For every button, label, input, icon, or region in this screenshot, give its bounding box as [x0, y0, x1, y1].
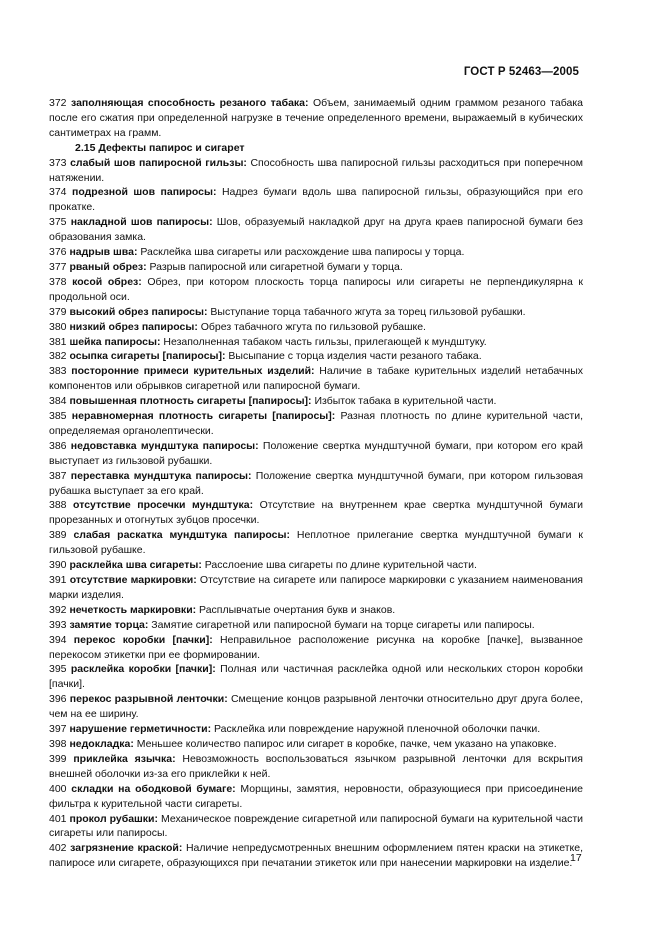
- term-entry: [49, 722, 583, 737]
- term-number: 391: [49, 574, 67, 586]
- term-definition: Механическое повреждение сигаретной или папиросной бумаги на курительной части сигареты или папиросы.: [49, 812, 583, 840]
- term-definition: Неплотное прилегание свертка мундштучной бумаги к гильзовой рубашке.: [49, 529, 583, 557]
- term-entry: [49, 96, 583, 141]
- term-definition: Расплывчатые очертания букв и знаков.: [196, 603, 396, 616]
- term-definition: Отсутствие на сигарете или папиросе маркировки с указанием наименования марки изделия.: [49, 574, 583, 601]
- page-number: 17: [570, 852, 582, 864]
- term-number: 383: [49, 365, 67, 378]
- term-definition: Морщины, замятия, неровности, образующиеся при присоединение фильтра к курительной части сигареты.: [49, 782, 583, 810]
- term-definition: Неправильное расположение рисунка на коробке [пачке], вызванное перекосом этикетки при ее формировании.: [49, 633, 583, 661]
- term-name: косой обрез:: [72, 275, 142, 288]
- term-definition: Положение свертка мундштучной бумаги, при котором гильзовая рубашка выступает за его край.: [49, 469, 584, 497]
- term-entry: [49, 692, 583, 722]
- term-name: слабая раскатка мундштука папиросы:: [73, 529, 290, 542]
- term-name: замятие торца:: [69, 618, 149, 631]
- term-entry: [49, 603, 583, 618]
- term-definition: Замятие сигаретной или папиросной бумаги на торце сигареты или папиросы.: [148, 618, 535, 631]
- term-definition: Расклейка или повреждение наружной пленочной оболочки пачки.: [211, 723, 541, 736]
- term-number: 373: [49, 156, 67, 169]
- term-number: 394: [49, 633, 67, 646]
- term-number: 384: [49, 395, 67, 408]
- term-name: надрыв шва:: [69, 246, 138, 259]
- term-number: 386: [49, 439, 67, 452]
- term-definition: Выступание торца табачного жгута за торец гильзовой рубашки.: [207, 305, 526, 318]
- term-number: 378: [49, 275, 67, 288]
- term-entry: [49, 841, 583, 871]
- term-number: 374: [49, 186, 67, 199]
- standard-header: ГОСТ Р 52463—2005: [463, 66, 579, 78]
- term-number: 390: [49, 559, 67, 572]
- term-number: 397: [49, 723, 67, 736]
- term-number: 399: [49, 752, 67, 765]
- term-number: 395: [49, 663, 67, 676]
- term-number: 375: [49, 216, 67, 229]
- term-definition: Надрез бумаги вдоль шва папиросной гильзы, образующийся при его прокатке.: [49, 186, 583, 214]
- term-name: отсутствие просечки мундштука:: [73, 499, 254, 512]
- term-name: слабый шов папиросной гильзы:: [70, 156, 247, 169]
- term-name: приклейка язычка:: [73, 752, 176, 765]
- term-name: складки на ободковой бумаге:: [71, 782, 236, 795]
- term-number: 396: [49, 693, 67, 706]
- term-entry: [49, 156, 583, 186]
- term-entry: [49, 737, 583, 752]
- term-number: 385: [49, 410, 67, 423]
- term-name: недовставка мундштука папиросы:: [70, 439, 259, 452]
- term-definition: Положение свертка мундштучной бумаги, при котором его край выступает из гильзовой рубашки.: [49, 439, 584, 467]
- term-name: высокий обрез папиросы:: [69, 305, 208, 318]
- term-entry: [49, 335, 583, 350]
- entries-list: [49, 156, 583, 872]
- term-name: расклейка шва сигареты:: [69, 559, 202, 572]
- term-entry: [49, 185, 583, 215]
- term-definition: Смещение концов разрывной ленточки относительно друг друга более, чем на ее ширину.: [49, 693, 583, 721]
- term-definition: Наличие в табаке курительных изделий нетабачных компонентов или обрывков сигаретной или папиросной бумаги.: [49, 365, 583, 393]
- section-title: 2.15 Дефекты папирос и сигарет: [75, 141, 245, 154]
- document-body: [49, 96, 583, 871]
- term-number: 376: [49, 246, 67, 259]
- term-definition: Шов, образуемый накладкой друг на друга краев папиросной бумаги без образования замка.: [49, 216, 584, 244]
- term-name: нарушение герметичности:: [69, 723, 212, 736]
- term-definition: Расклейка шва сигареты или расхождение шва папиросы у торца.: [137, 246, 465, 259]
- term-number: 381: [49, 335, 67, 348]
- term-entry: [49, 305, 583, 320]
- term-name: переставка мундштука папиросы:: [70, 469, 252, 482]
- term-number: 388: [49, 499, 67, 512]
- term-name: неравномерная плотность сигареты [папиросы]:: [71, 410, 336, 423]
- term-number: 379: [49, 305, 67, 318]
- term-name: расклейка коробки [пачки]:: [70, 663, 216, 676]
- term-name: нечеткость маркировки:: [69, 603, 197, 616]
- term-number: 387: [49, 469, 67, 482]
- term-number: 393: [49, 618, 67, 631]
- term-entry: [49, 394, 583, 409]
- term-name: перекос коробки [пачки]:: [73, 633, 213, 646]
- term-entry: [49, 439, 583, 469]
- term-name: перекос разрывной ленточки:: [69, 693, 228, 706]
- term-definition: Невозможность воспользоваться язычком разрывной ленточки для вскрытия внешней оболочки из-за его приклейки к ней.: [49, 752, 583, 780]
- term-number: 402: [49, 842, 67, 855]
- term-name: подрезной шов папиросы:: [72, 186, 217, 199]
- term-name: заполняющая способность резаного табака:: [70, 97, 309, 109]
- term-name: прокол рубашки:: [69, 812, 159, 825]
- term-entry: [49, 528, 583, 558]
- term-name: отсутствие маркировки:: [69, 574, 197, 586]
- term-entry: [49, 245, 583, 260]
- term-entry: [49, 409, 583, 439]
- term-entry: [49, 752, 583, 782]
- term-name: осыпка сигареты [папиросы]:: [69, 350, 226, 363]
- term-entry: [49, 469, 583, 499]
- term-definition: Полная или частичная расклейка одной или нескольких сторон коробки [пачки].: [49, 663, 583, 691]
- term-name: недокладка:: [69, 737, 134, 750]
- term-number: 389: [49, 529, 67, 542]
- term-entry: [49, 633, 583, 663]
- term-definition: Наличие непредусмотренных внешним оформлением пятен краски на этикетке, папиросе или сигарете, образующихся при печатании этикеток или при нанесении маркировки на изделие.: [49, 842, 584, 870]
- term-definition: Разрыв папиросной или сигаретной бумаги у торца.: [146, 260, 403, 273]
- term-name: загрязнение краской:: [70, 842, 183, 855]
- term-name: повышенная плотность сигареты [папиросы]:: [69, 395, 312, 408]
- term-name: рваный обрез:: [69, 260, 147, 273]
- term-entry: [49, 498, 583, 528]
- term-definition: Незаполненная табаком часть гильзы, прилегающей к мундштуку.: [160, 335, 487, 348]
- term-entry: [49, 558, 583, 573]
- term-definition: Обрез табачного жгута по гильзовой рубашке.: [197, 320, 426, 333]
- term-definition: Обрез, при котором плоскость торца папиросы или сигареты не перпендикулярна к продольной оси.: [49, 275, 583, 303]
- term-number: 401: [49, 812, 67, 825]
- term-entry: [49, 349, 583, 364]
- term-name: накладной шов папиросы:: [70, 216, 213, 229]
- term-entry: [49, 260, 583, 275]
- term-number: 382: [49, 350, 67, 363]
- term-number: 398: [49, 737, 67, 750]
- term-definition: Отсутствие на внутреннем крае свертка мундштучной бумаги прорезанных и отогнутых зубцов просечки.: [49, 499, 583, 527]
- term-entry: [49, 662, 583, 692]
- term-definition: Разная плотность по длине курительной части, определяемая органолептически.: [49, 410, 583, 437]
- term-name: низкий обрез папиросы:: [69, 320, 198, 333]
- term-definition: Меньшее количество папирос или сигарет в коробке, пачке, чем указано на упаковке.: [133, 737, 557, 750]
- term-number: 380: [49, 320, 67, 333]
- term-number: 372: [49, 97, 67, 109]
- term-entry: [49, 812, 583, 842]
- term-entry: [49, 215, 583, 245]
- term-number: 377: [49, 260, 67, 273]
- term-entry: [49, 364, 583, 394]
- term-definition: Способность шва папиросной гильзы расходиться при поперечном натяжении.: [49, 156, 584, 184]
- entries-top-list: [49, 96, 583, 141]
- term-definition: Объем, занимаемый одним граммом резаного табака после его сжатия при определенной нагрузке в течение определенного времени, выражаемый в кубических сантиметрах на грамм.: [49, 97, 583, 139]
- term-definition: Расслоение шва сигареты по длине курительной части.: [201, 559, 477, 572]
- term-name: шейка папиросы:: [69, 335, 161, 348]
- term-entry: [49, 782, 583, 812]
- term-name: посторонние примеси курительных изделий:: [71, 365, 315, 378]
- term-entry: [49, 320, 583, 335]
- term-definition: Высыпание с торца изделия части резаного табака.: [225, 350, 482, 363]
- term-entry: [49, 618, 583, 633]
- term-definition: Избыток табака в курительной части.: [311, 395, 497, 408]
- term-number: 392: [49, 603, 67, 616]
- term-entry: [49, 573, 583, 603]
- term-entry: [49, 275, 583, 305]
- term-number: 400: [49, 782, 67, 795]
